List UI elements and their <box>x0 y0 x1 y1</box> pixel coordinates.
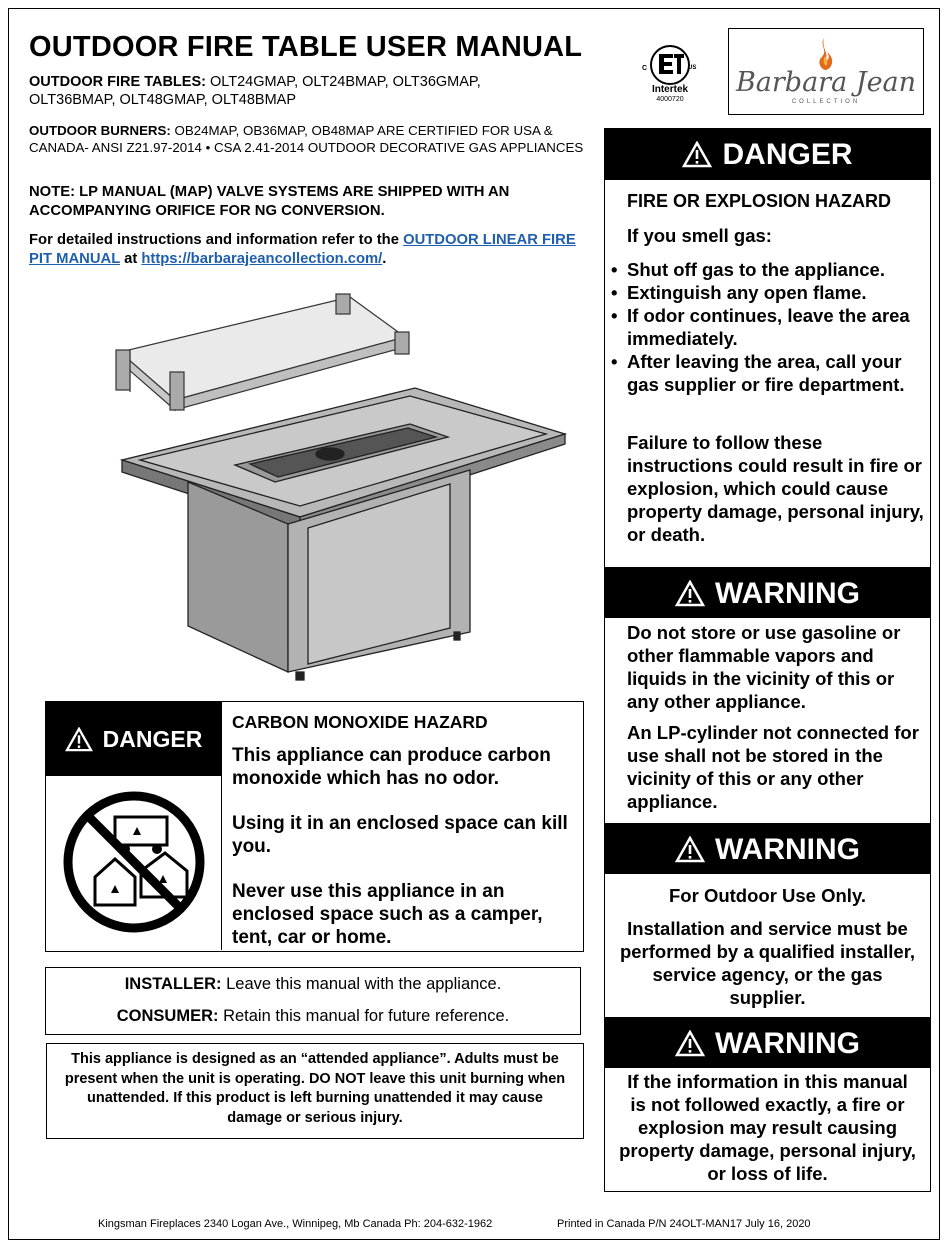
outdoor-use-text: For Outdoor Use Only. <box>669 885 866 906</box>
installer-label: INSTALLER: <box>124 975 222 993</box>
cert-brand: Intertek <box>651 84 689 95</box>
page-title: OUTDOOR FIRE TABLE USER MANUAL <box>29 31 583 63</box>
no-enclosed-space-icon <box>59 787 209 937</box>
fire-tables-label: OUTDOOR FIRE TABLES: <box>29 74 206 90</box>
list-item: • Shut off gas to the appliance. <box>605 258 915 281</box>
warning-triangle-icon <box>675 836 705 863</box>
warning-label: WARNING <box>715 832 860 866</box>
installation-service-text: Installation and service must be performed by a qualified installer, service agency, or the gas supplier. <box>619 918 916 1008</box>
consumer-line <box>46 1007 580 1026</box>
danger-header <box>605 129 930 180</box>
smell-gas-intro: If you smell gas: <box>627 225 772 246</box>
fire-tables-line1: OLT24GMAP, OLT24BMAP, OLT36GMAP, <box>205 74 481 90</box>
failure-warning-text: Failure to follow these instructions could result in fire or explosion, which could cause property damage, personal injury, or death. <box>627 432 924 545</box>
fire-tables-models <box>29 73 599 109</box>
warning-header <box>605 1019 930 1068</box>
warning-triangle-icon <box>682 141 712 168</box>
attended-appliance-box <box>46 1043 584 1139</box>
warning-label: WARNING <box>715 576 860 610</box>
fire-hazard-heading: FIRE OR EXPLOSION HAZARD <box>627 191 892 211</box>
follow-manual-warning-box <box>604 1018 931 1192</box>
refer-prefix: For detailed instructions and information refer to the <box>29 232 404 248</box>
warning-triangle-icon <box>65 727 93 752</box>
warning-triangle-icon <box>675 1030 705 1057</box>
consumer-label: CONSUMER: <box>116 1007 219 1025</box>
warning-label: WARNING <box>715 1026 860 1060</box>
fire-tables-line2: OLT36BMAP, OLT48GMAP, OLT48BMAP <box>29 92 297 108</box>
co-paragraph-1: This appliance can produce carbon monoxide which has no odor. <box>232 745 551 789</box>
cert-number: 4000720 <box>656 96 684 103</box>
burners-certification <box>29 122 589 156</box>
table-drawing <box>122 388 565 680</box>
flammable-vapors-warning-box <box>604 568 931 824</box>
follow-manual-text: If the information in this manual is not followed exactly, a fire or explosion may result causing property damage, personal injury, or loss of life. <box>619 1071 916 1184</box>
burners-text: OB24MAP, OB36MAP, OB48MAP ARE CERTIFIED FOR USA & CANADA- ANSI Z21.97-2014 • CSA 2.41-2014 OUTDOOR DECORATIVE GAS APPLIANCES <box>29 123 584 155</box>
brand-name: Barbara Jean <box>735 67 917 98</box>
brand-sub: COLLECTION <box>791 99 861 105</box>
list-item: • Extinguish any open flame. <box>605 281 915 304</box>
co-hazard-heading: CARBON MONOXIDE HAZARD <box>232 712 488 732</box>
list-item: • If odor continues, leave the area immediately. <box>605 304 915 350</box>
warning-header <box>605 825 930 874</box>
cert-us: US <box>688 65 697 71</box>
manual-link[interactable]: OUTDOOR LINEAR FIRE PIT MANUAL <box>29 232 576 267</box>
carbon-monoxide-danger-box <box>45 701 584 952</box>
installer-line <box>46 975 580 994</box>
refer-mid: at <box>119 251 142 267</box>
list-item: • After leaving the area, call your gas supplier or fire department. <box>605 350 915 396</box>
gas-safety-list <box>605 258 915 396</box>
lp-note: NOTE: LP MANUAL (MAP) VALVE SYSTEMS ARE SHIPPED WITH AN ACCOMPANYING ORIFICE FOR NG CONVERSION. <box>29 184 510 219</box>
footer-part-number: Printed in Canada P/N 24OLT-MAN17 July 16, 2020 <box>557 1218 811 1230</box>
consumer-text: Retain this manual for future reference. <box>218 1007 510 1025</box>
warning-triangle-icon <box>675 580 705 607</box>
installer-consumer-box <box>45 967 581 1035</box>
co-danger-label: DANGER <box>102 725 203 752</box>
co-paragraph-2: Using it in an enclosed space can kill you. <box>232 813 568 857</box>
burners-label: OUTDOOR BURNERS: <box>29 123 171 138</box>
refer-paragraph <box>29 231 589 269</box>
brand-logo <box>728 28 924 115</box>
warning-header <box>605 569 930 618</box>
refer-end: . <box>382 251 387 267</box>
co-danger-header <box>46 702 221 776</box>
fire-table-illustration <box>110 292 570 692</box>
lp-cylinder-text: An LP-cylinder not connected for use shall not be stored in the vicinity of this or any other appliance. <box>627 722 919 812</box>
website-link[interactable]: https://barbarajeancollection.com/ <box>141 251 383 267</box>
danger-label: DANGER <box>722 137 853 171</box>
flammable-vapors-text: Do not store or use gasoline or other flammable vapors and liquids in the vicinity of this or any other appliance. <box>627 622 901 712</box>
attended-appliance-text: This appliance is designed as an “attended appliance”. Adults must be present when the unit is operating. DO NOT leave this unit burning when unattended. If this product is left burning unattended it may cause damage or serious injury. <box>64 1051 566 1126</box>
installer-text: Leave this manual with the appliance. <box>221 975 502 993</box>
cert-c: C <box>642 65 648 72</box>
footer-address: Kingsman Fireplaces 2340 Logan Ave., Winnipeg, Mb Canada Ph: 204-632-1962 <box>98 1218 493 1230</box>
outdoor-use-warning-box <box>604 824 931 1018</box>
co-paragraph-3: Never use this appliance in an enclosed space such as a camper, tent, car or home. <box>232 881 543 948</box>
etl-certification-mark <box>640 40 700 120</box>
co-danger-left-panel <box>46 702 222 950</box>
fire-explosion-danger-box <box>604 128 931 568</box>
glass-guard-drawing <box>116 294 409 410</box>
